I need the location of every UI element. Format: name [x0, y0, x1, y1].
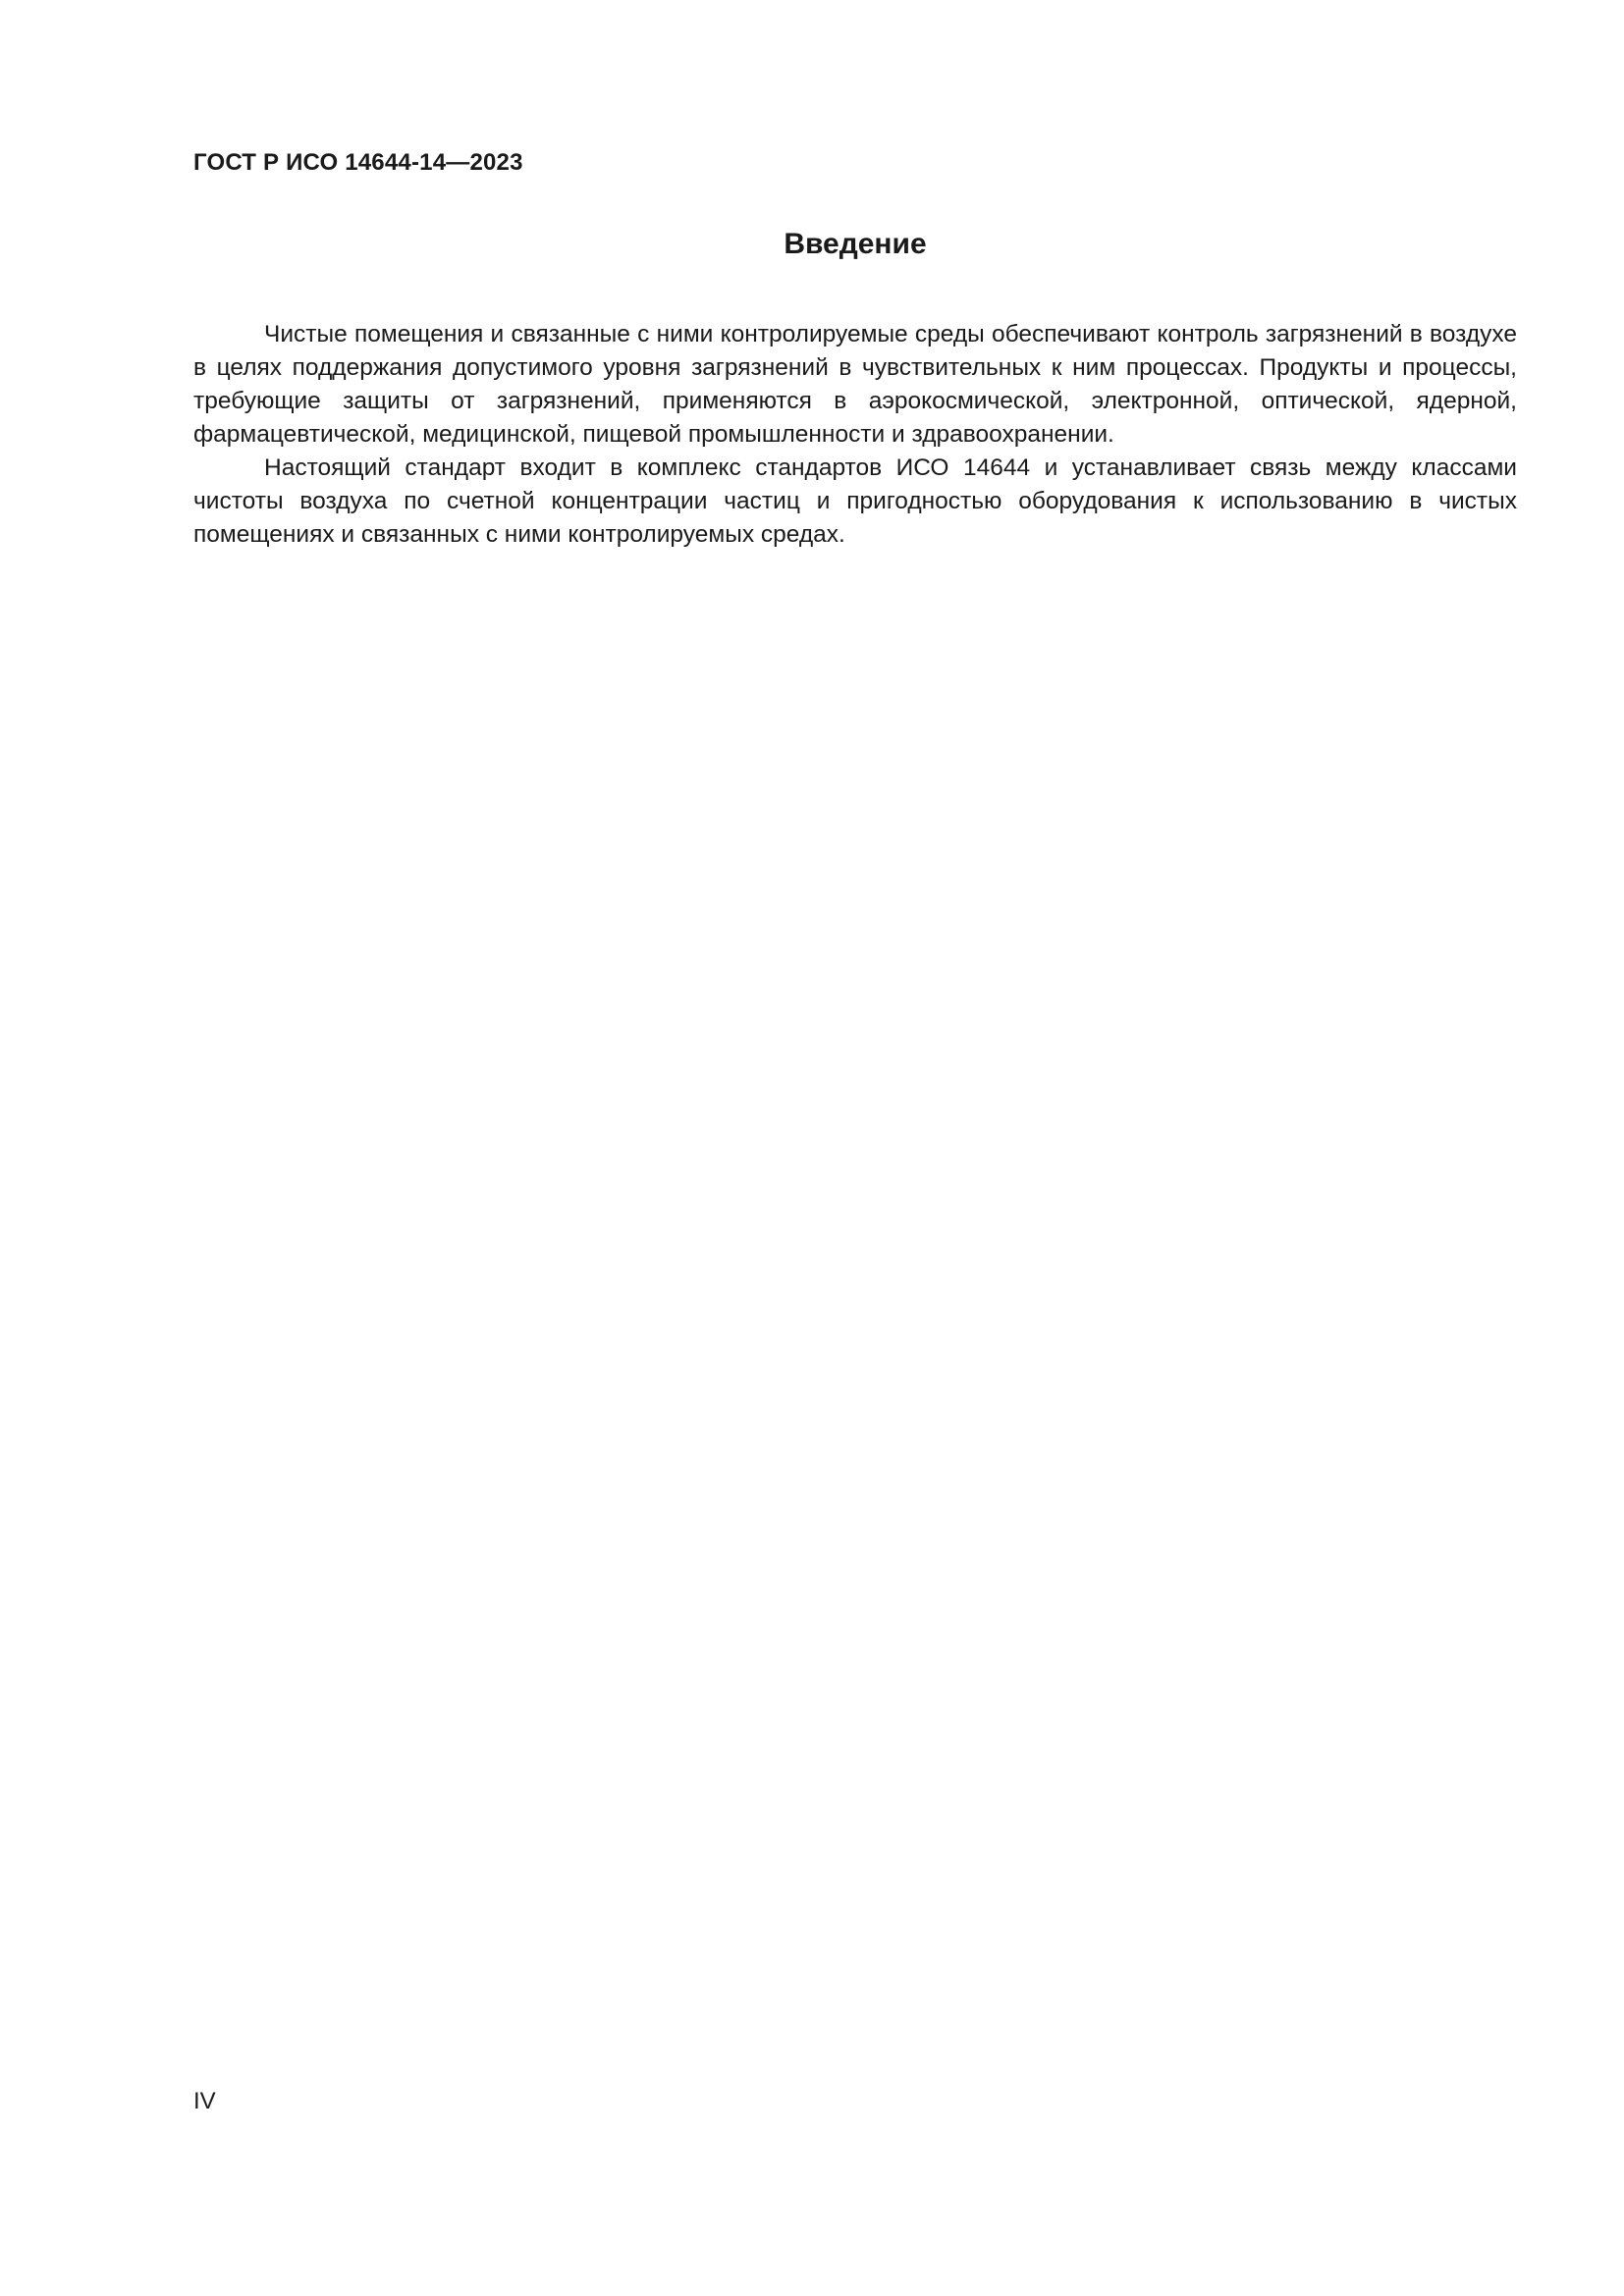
section-title: Введение [784, 228, 927, 260]
page-number: IV [193, 2088, 216, 2114]
paragraph: Настоящий стандарт входит в комплекс стандартов ИСО 14644 и устанавливает связь между классами чистоты воздуха по счетной концентрации частиц и пригодностью оборудования к использованию в чистых помещениях и связанных с ними контролируемых средах. [193, 454, 1517, 548]
paragraph: Чистые помещения и связанные с ними контролируемые среды обеспечивают контроль загрязнений в воздухе в целях поддержания допустимого уровня загрязнений в чувствительных к ним процессах. Продукты и процессы, требующие защиты от загрязнений, применяются в аэрокосмической, электронной, оптической, ядерной, фармацевтической, медицинской, пищевой промышленности и здравоохранении. [193, 321, 1517, 448]
document-code: ГОСТ Р ИСО 14644-14—2023 [193, 149, 523, 176]
section-body [193, 318, 1517, 552]
